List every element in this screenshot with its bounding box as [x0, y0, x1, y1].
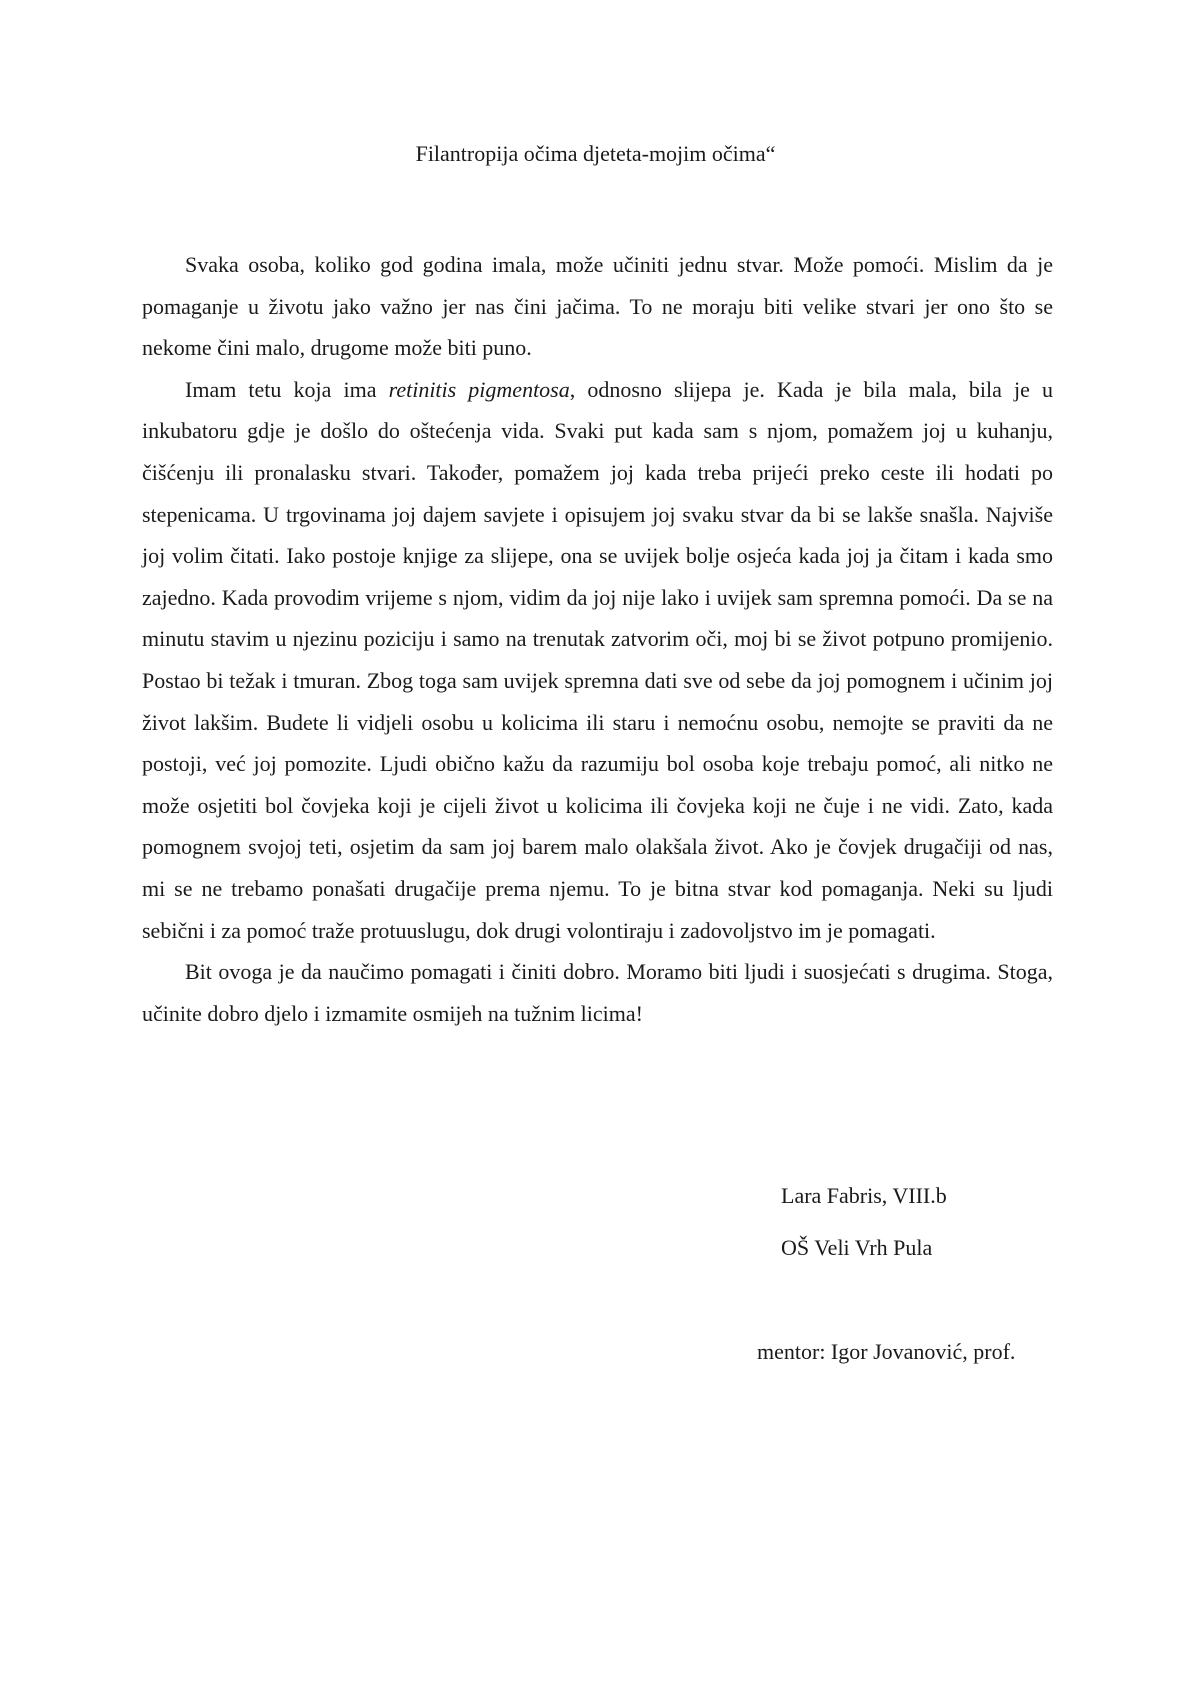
paragraph-1: Svaka osoba, koliko god godina imala, može učiniti jednu stvar. Može pomoći. Mislim da je pomaganje u životu jako važno jer nas čini jačima. To ne moraju biti velike stvari jer ono što se nekome čini malo, drugome može biti puno.: [142, 252, 1053, 361]
signature-school: OŠ Veli Vrh Pula: [781, 1235, 933, 1260]
paragraph-2-italic-term: retinitis pigmentosa: [388, 376, 570, 402]
paragraph-2-rest: , odnosno slijepa je. Kada je bila mala, bila je u inkubatoru gdje je došlo do oštećenja vida. Svaki put kada sam s njom, pomažem joj u kuhanju, čišćenju ili pronalasku stvari. Također, pomažem joj kada treba prijeći preko ceste ili hodati po stepenicama. U trgovinama joj dajem savjete i opisujem joj svaku stvar da bi se lakše snašla. Najviše joj volim čitati. Iako postoje knjige za slijepe, ona se uvijek bolje osjeća kada joj ja čitam i kada smo zajedno. Kada provodim vrijeme s njom, vidim da joj nije lako i uvijek sam spremna pomoći. Da se na minutu stavim u njezinu poziciju i samo na trenutak zatvorim oči, moj bi se život potpuno promijenio. Postao bi težak i tmuran. Zbog toga sam uvijek spremna dati sve od sebe da joj pomognem i učinim joj život lakšim. Budete li vidjeli osobu u kolicima ili staru i nemoćnu osobu, nemojte se praviti da ne postoji, već joj pomozite. Ljudi obično kažu da razumiju bol osoba koje trebaju pomoć, ali nitko ne može osjetiti bol čovjeka koji je cijeli život u kolicima ili čovjeka koji ne čuje i ne vidi. Zato, kada pomognem svojoj teti, osjetim da sam joj barem malo olakšala život. Ako je čovjek drugačiji od nas, mi se ne trebamo ponašati drugačije prema njemu. To je bitna stvar kod pomaganja. Neki su ljudi sebični i za pomoć traže protuuslugu, dok drugi volontiraju i zadovoljstvo im je pomagati.: [142, 376, 1053, 943]
document-title: Filantropija očima djeteta-mojim očima“: [415, 141, 776, 166]
signature-mentor: mentor: Igor Jovanović, prof.: [757, 1339, 1016, 1364]
paragraph-3: Bit ovoga je da naučimo pomagati i činiti dobro. Moramo biti ljudi i suosjećati s drugima. Stoga, učinite dobro djelo i izmamite osmijeh na tužnim licima!: [142, 959, 1053, 1026]
paragraph-2: [142, 369, 1053, 951]
document-body: [142, 244, 1053, 1034]
paragraph-2-start: Imam tetu koja ima: [185, 376, 389, 402]
signature-author: Lara Fabris, VIII.b: [781, 1183, 947, 1208]
